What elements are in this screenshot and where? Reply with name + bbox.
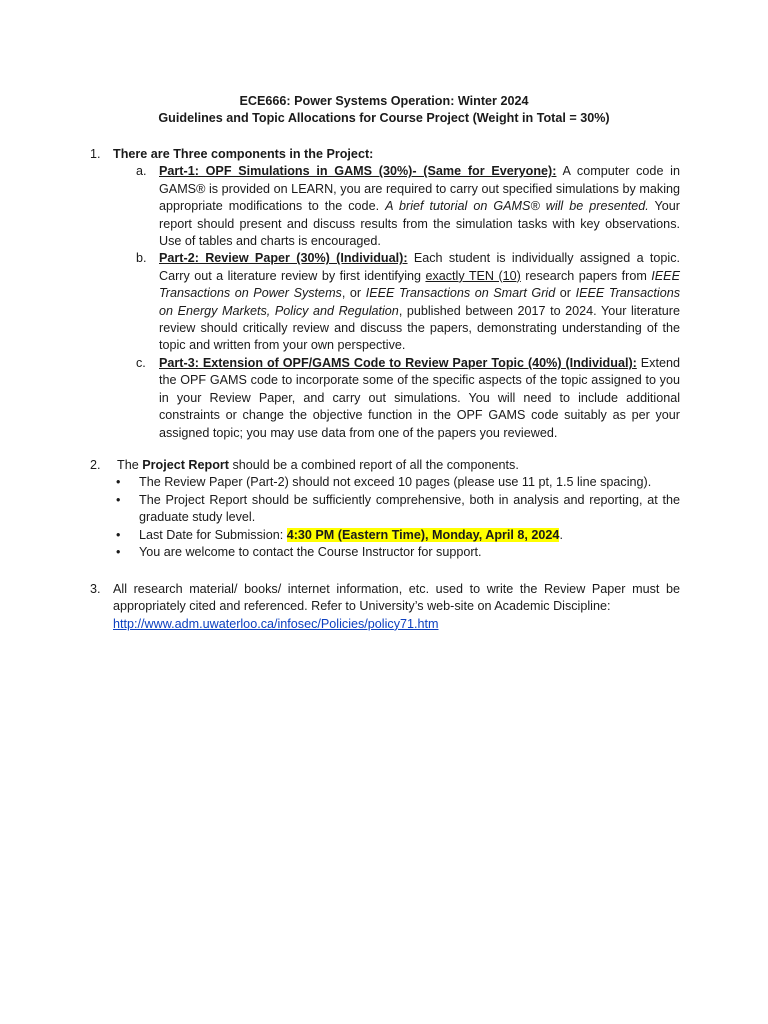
bullet-icon: • xyxy=(116,545,121,560)
bullet-contact xyxy=(116,544,680,561)
report-intro-pre: The xyxy=(117,458,143,472)
part-3-text: Extend the OPF GAMS code to incorporate some of the specific aspects of the topic assigned to you in your Review Paper, and carry out simulations. You will need to include additional constraints or change the objective function in the OPF GAMS code suitably as per your assigned topic; you may use data from one of the papers you reviewed. xyxy=(159,355,680,440)
part-2-title: Part-2: Review Paper (30%) (Individual): xyxy=(159,251,408,266)
project-report-term: Project Report xyxy=(142,458,229,472)
report-intro xyxy=(117,457,680,474)
item-number: 3. xyxy=(90,582,101,596)
deadline-highlight: 4:30 PM (Eastern Time), Monday, April 8, 2024 xyxy=(286,527,560,542)
part-2-text: Each student is individually assigned a topic. Carry out a literature review by first identifying xyxy=(159,251,680,283)
paper-count: exactly TEN (10) xyxy=(425,268,521,283)
journal-energy-markets: IEEE Transactions on Energy Markets, Policy and Regulation xyxy=(159,286,681,318)
part-2-text-end: , published between 2017 to 2024. Your literature review should critically review and discuss the papers, demonstrating understanding of the topic and written from your own perspective. xyxy=(159,303,680,353)
course-title: ECE666: Power Systems Operation: Winter 2024 xyxy=(239,94,529,108)
part-2-sep-1: , or xyxy=(341,286,366,301)
item-number: 2. xyxy=(90,458,101,472)
part-1-text: A computer code in GAMS® is provided on LEARN, you are required to carry out specified simulations by making appropriate modifications to the code. xyxy=(159,164,680,214)
journal-power-systems: IEEE Transactions on Power Systems xyxy=(159,268,680,301)
item-number: 1. xyxy=(90,147,101,161)
part-2-text-cont: research papers from xyxy=(520,268,652,283)
part-3-item xyxy=(136,355,680,442)
deadline-label: Last Date for Submission: xyxy=(139,527,287,542)
deadline-period: . xyxy=(559,527,563,542)
journal-smart-grid: IEEE Transactions on Smart Grid xyxy=(365,286,556,301)
report-intro-post: should be a combined report of all the components. xyxy=(228,458,519,472)
bullet-icon: • xyxy=(116,475,121,490)
page-limit-text: The Review Paper (Part-2) should not exceed 10 pages (please use 11 pt, 1.5 line spacing). xyxy=(139,475,652,490)
bullet-page-limit xyxy=(116,474,680,491)
bullet-icon: • xyxy=(116,492,121,507)
part-1-item xyxy=(136,163,680,250)
components-heading: There are Three components in the Project: xyxy=(113,147,374,161)
sub-letter: a. xyxy=(136,164,147,179)
sub-letter: b. xyxy=(136,251,147,266)
part-3-title: Part-3: Extension of OPF/GAMS Code to Review Paper Topic (40%) (Individual): xyxy=(159,355,637,370)
bullet-icon: • xyxy=(116,527,121,542)
part-2-sep-2: or xyxy=(555,286,576,301)
guidelines-title: Guidelines and Topic Allocations for Course Project (Weight in Total = 30%) xyxy=(158,111,610,125)
citation-text: All research material/ books/ internet information, etc. used to write the Review Paper must be appropriately cited and referenced. Refer to University’s web-site on Academic Discipline: xyxy=(113,582,680,614)
citation-section xyxy=(90,581,680,633)
contact-text: You are welcome to contact the Course Instructor for support. xyxy=(139,545,482,560)
policy-link[interactable]: http://www.adm.uwaterloo.ca/infosec/Policies/policy71.htm xyxy=(113,616,439,631)
bullet-comprehensive xyxy=(116,492,680,527)
part-1-title: Part-1: OPF Simulations in GAMS (30%)- (Same for Everyone): xyxy=(159,164,557,179)
sub-letter: c. xyxy=(136,355,146,370)
part-2-item xyxy=(136,250,680,354)
bullet-deadline xyxy=(116,527,680,544)
project-report-section xyxy=(90,457,680,561)
project-components-section xyxy=(90,146,680,442)
part-1-text-cont: Your report should present and discuss results from the simulation tasks with key observations. Use of tables and charts is encouraged. xyxy=(159,199,680,249)
tutorial-note: A brief tutorial on GAMS® will be presented. xyxy=(385,199,649,214)
comprehensive-text: The Project Report should be sufficiently comprehensive, both in analysis and reporting, at the graduate study level. xyxy=(139,492,680,525)
